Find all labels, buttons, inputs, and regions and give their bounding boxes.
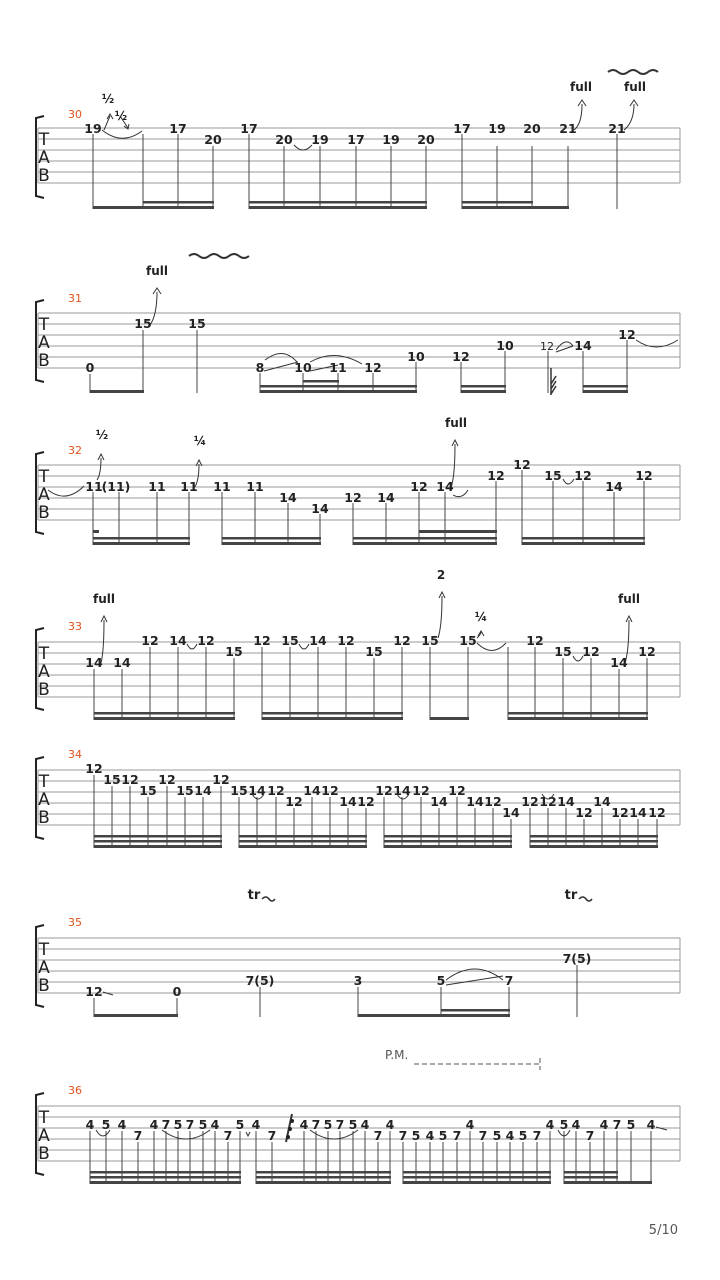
tab-clef-t: T (38, 1108, 50, 1128)
bend-annotation: ½ (95, 428, 109, 442)
fret-number: 4 (149, 1117, 159, 1132)
fret-number: 14 (279, 490, 297, 505)
fret-number: 10 (407, 349, 425, 364)
fret-number: 20 (204, 132, 222, 147)
fret-number: 7 (267, 1128, 277, 1143)
system-measure-33 (36, 568, 680, 720)
fret-number: 12 (344, 490, 362, 505)
fret-number: 11 (213, 479, 231, 494)
beams (90, 380, 628, 393)
bend-annotation: ¼ (193, 434, 207, 448)
fret-number: 15 (103, 772, 121, 787)
fret-number: 12 (412, 783, 430, 798)
fret-number: 12 (197, 633, 215, 648)
fret-number: 15 (421, 633, 439, 648)
fret-number: 14 (430, 794, 448, 809)
fret-number: 5 (518, 1128, 528, 1143)
slurs-trills (103, 897, 592, 995)
fret-number: 21 (559, 121, 577, 136)
fret-number: 15 (188, 316, 206, 331)
fret-number: 15 (544, 468, 562, 483)
fret-number: 10 (294, 360, 312, 375)
fret-number: 8 (255, 360, 265, 375)
fret-number: 5 (101, 1117, 111, 1132)
tab-clef-a: A (38, 662, 50, 682)
fret-number: 4 (646, 1117, 656, 1132)
fret-number: 7 (585, 1128, 595, 1143)
system-measure-34 (36, 748, 680, 848)
fret-number: 14 (303, 783, 321, 798)
fret-number: 20 (417, 132, 435, 147)
beams (93, 530, 645, 545)
tab-clef-a: A (38, 333, 50, 353)
tab-clef-b: B (38, 808, 50, 828)
fret-number: 5 (436, 973, 446, 988)
fret-number: 12 (526, 633, 544, 648)
fret-number: 17 (453, 121, 471, 136)
fret-number: 7 (133, 1128, 143, 1143)
fret-number: 14 (85, 655, 103, 670)
fret-number: 12 (611, 805, 629, 820)
fret-number: 7 (452, 1128, 462, 1143)
bend-annotation: full (624, 80, 646, 94)
fret-number: 5 (198, 1117, 208, 1132)
fret-number: 4 (360, 1117, 370, 1132)
tab-clef-b: B (38, 351, 50, 371)
measure-number: 33 (68, 620, 82, 633)
fret-number: 0 (172, 984, 182, 999)
fret-number: 7 (223, 1128, 233, 1143)
tab-clef-t: T (38, 130, 50, 150)
fret-number: 12 (635, 468, 653, 483)
fret-number: 17 (347, 132, 365, 147)
fret-number: 15 (365, 644, 383, 659)
fret-number: 12 (121, 772, 139, 787)
tab-clef-a: A (38, 485, 50, 505)
fret-number: 12 (575, 805, 593, 820)
fret-number: 12 (638, 644, 656, 659)
fret-number: 5 (173, 1117, 183, 1132)
fret-number: 14 (248, 783, 266, 798)
tab-clef-t: T (38, 940, 50, 960)
fret-number: 4 (465, 1117, 475, 1132)
fret-number: 12 (539, 794, 557, 809)
fret-number: 19 (488, 121, 506, 136)
fret-number: 5 (235, 1117, 245, 1132)
fret-number: 19 (382, 132, 400, 147)
fret-number: 12 (85, 761, 103, 776)
fret-number: 15 (230, 783, 248, 798)
fret-number: 4 (599, 1117, 609, 1132)
fret-number: 4 (505, 1128, 515, 1143)
fret-number: 12 (574, 468, 592, 483)
fret-number: 14 (393, 783, 411, 798)
fret-number: 12 (364, 360, 382, 375)
fret-number: 12 (410, 479, 428, 494)
fret-number: 4 (385, 1117, 395, 1132)
fret-number: 11 (85, 479, 103, 494)
fret-number: 12 (487, 468, 505, 483)
fret-number: 4 (425, 1128, 435, 1143)
fret-number: 14 (593, 794, 611, 809)
fret-number: 12 (375, 783, 393, 798)
fret-number: 14 (169, 633, 187, 648)
beams (90, 1171, 652, 1184)
fret-number: 4 (85, 1117, 95, 1132)
fret-number: 15 (459, 633, 477, 648)
fret-number: 14 (113, 655, 131, 670)
measure-number: 31 (68, 292, 82, 305)
tab-clef-t: T (38, 467, 50, 487)
fret-number: 7 (311, 1117, 321, 1132)
system-measure-32 (36, 416, 680, 545)
fret-number: 17 (169, 121, 187, 136)
system-measure-36 (36, 1048, 680, 1184)
fret-number: 5 (323, 1117, 333, 1132)
fret-number: 14 (574, 338, 592, 353)
fret-number: 12 (513, 457, 531, 472)
fret-number: 21 (608, 121, 626, 136)
fret-number: 12 (158, 772, 176, 787)
fret-number: 7(5) (562, 951, 592, 966)
system-measure-31 (36, 254, 680, 395)
fret-number: 14 (466, 794, 484, 809)
fret-numbers (84, 121, 625, 147)
tab-clef-b: B (38, 976, 50, 996)
fret-number: 5 (348, 1117, 358, 1132)
tab-clef-a: A (38, 148, 50, 168)
fret-number: 14 (311, 501, 329, 516)
fret-number: 11 (329, 360, 347, 375)
fret-number: 12 (393, 633, 411, 648)
tab-clef-b: B (38, 1144, 50, 1164)
system-measure-35 (36, 888, 680, 1017)
fret-number: 12 (618, 327, 636, 342)
page-number: 5/10 (648, 1223, 678, 1238)
fret-number: 5 (626, 1117, 636, 1132)
fret-number: (11) (101, 479, 131, 494)
fret-number: 7 (398, 1128, 408, 1143)
fret-number: 7 (612, 1117, 622, 1132)
fret-number: 10 (496, 338, 514, 353)
palm-mute-label: P.M. (385, 1048, 409, 1062)
fret-number: 4 (571, 1117, 581, 1132)
fret-number: 20 (523, 121, 541, 136)
fret-number: 14 (610, 655, 628, 670)
fret-number: 4 (251, 1117, 261, 1132)
bend-annotation: full (570, 80, 592, 94)
fret-number: 12 (253, 633, 271, 648)
bend-annotation: ½ (114, 109, 128, 123)
fret-number: 14 (502, 805, 520, 820)
tab-clef-b: B (38, 503, 50, 523)
fret-number: 7 (373, 1128, 383, 1143)
measure-number: 36 (68, 1084, 82, 1097)
fret-number: 14 (339, 794, 357, 809)
fret-number: 20 (275, 132, 293, 147)
tab-clef-a: A (38, 790, 50, 810)
fret-number: 12 (448, 783, 466, 798)
fret-number: 7 (532, 1128, 542, 1143)
fret-number: 19 (84, 121, 102, 136)
fret-number: 4 (545, 1117, 555, 1132)
fret-number: 11 (180, 479, 198, 494)
fret-number: 11 (148, 479, 166, 494)
fret-number: 14 (194, 783, 212, 798)
bend-annotation: 2 (436, 568, 446, 582)
measure-number: 30 (68, 108, 82, 121)
fret-number: 12 (521, 794, 539, 809)
bend-annotation: full (445, 416, 467, 430)
fret-number: 14 (436, 479, 454, 494)
fret-number: 5 (411, 1128, 421, 1143)
trill-marking: tr (564, 888, 578, 903)
trill-marking: tr (247, 888, 261, 903)
fret-number: 12 (321, 783, 339, 798)
fret-number: 7 (161, 1117, 171, 1132)
tab-clef-t: T (38, 644, 50, 664)
fret-number: 12 (267, 783, 285, 798)
fret-number: 7 (185, 1117, 195, 1132)
fret-number: 3 (353, 973, 363, 988)
fret-number: 7 (335, 1117, 345, 1132)
beams (94, 835, 658, 848)
measure-number: 34 (68, 748, 82, 761)
fret-number: 12 (285, 794, 303, 809)
bend-annotation: ¼ (474, 610, 488, 624)
fret-number: 5 (438, 1128, 448, 1143)
fret-number: 7 (478, 1128, 488, 1143)
fret-number: 15 (139, 783, 157, 798)
tab-clef-b: B (38, 166, 50, 186)
tab-clef-t: T (38, 772, 50, 792)
bend-annotation: ½ (101, 92, 115, 106)
tab-clef-a: A (38, 958, 50, 978)
fret-number: 17 (240, 121, 258, 136)
fret-number: 15 (281, 633, 299, 648)
fret-number: 14 (557, 794, 575, 809)
fret-numbers (85, 951, 591, 999)
fret-number: 5 (492, 1128, 502, 1143)
fret-number: 4 (299, 1117, 309, 1132)
beams (94, 1009, 510, 1017)
fret-number: 5 (559, 1117, 569, 1132)
fret-number: 12 (85, 984, 103, 999)
fret-number: 12 (141, 633, 159, 648)
fret-number: 14 (309, 633, 327, 648)
tab-clef-a: A (38, 1126, 50, 1146)
fret-number: 12 (357, 794, 375, 809)
fret-number: 12 (212, 772, 230, 787)
fret-number: 4 (117, 1117, 127, 1132)
bend-annotation: full (93, 592, 115, 606)
fret-number: 15 (554, 644, 572, 659)
fret-number: 14 (605, 479, 623, 494)
system-measure-30 (36, 70, 680, 209)
beams (93, 201, 569, 209)
fret-number: 7(5) (245, 973, 275, 988)
measure-number: 32 (68, 444, 82, 457)
fret-number: 15 (176, 783, 194, 798)
tab-clef-t: T (38, 315, 50, 335)
bend-annotation: full (146, 264, 168, 278)
fret-number: 4 (210, 1117, 220, 1132)
fret-number: 0 (85, 360, 95, 375)
fret-number: 15 (134, 316, 152, 331)
fret-number: 12 (582, 644, 600, 659)
measure-number: 35 (68, 916, 82, 929)
fret-number: 12 (648, 805, 666, 820)
tab-clef-b: B (38, 680, 50, 700)
fret-number: 19 (311, 132, 329, 147)
palm-mute-extension (414, 1058, 540, 1070)
fret-number: 14 (377, 490, 395, 505)
fret-number: 12 (484, 794, 502, 809)
fret-number: 11 (246, 479, 264, 494)
fret-number: 12 (452, 349, 470, 364)
beams (94, 712, 648, 720)
bend-annotation: full (618, 592, 640, 606)
fret-number: 12 (337, 633, 355, 648)
fret-number: 15 (225, 644, 243, 659)
fret-number: 14 (629, 805, 647, 820)
fret-number: 7 (504, 973, 514, 988)
fret-number: 12 (540, 340, 554, 353)
